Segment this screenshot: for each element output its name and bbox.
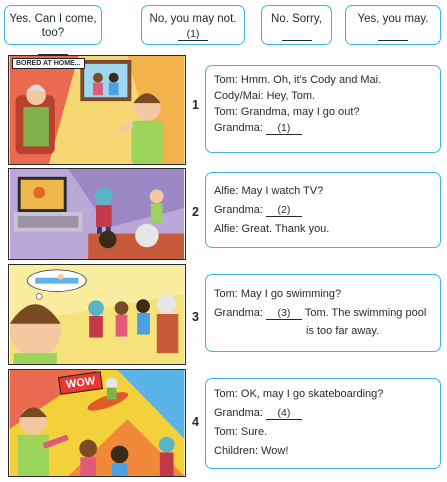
dialogue-line: Tom: Sure. <box>214 426 268 438</box>
option-blank[interactable] <box>282 28 312 41</box>
dialogue-box-4 <box>205 378 441 469</box>
dialogue-line: Tom: Hmm. Oh, it's Cody and Mai. <box>214 74 382 86</box>
speaker-label: Grandma: <box>214 407 266 419</box>
answer-blank[interactable]: (3) <box>266 307 302 320</box>
comic-panel-2 <box>8 168 186 260</box>
panel-number: 2 <box>192 205 199 219</box>
speaker-label: Grandma: <box>214 122 266 134</box>
dialogue-line: Tom: Grandma, may I go out? <box>214 106 360 118</box>
dialogue-line: Alfie: May I watch TV? <box>214 185 324 197</box>
option-box-4 <box>345 5 441 45</box>
dialogue-text: Tom. The swimming pool <box>301 307 427 319</box>
panel-number: 3 <box>192 310 199 324</box>
dialogue-line: Alfie: Great. Thank you. <box>214 223 330 235</box>
answer-blank[interactable]: (1) <box>266 122 302 135</box>
option-blank[interactable] <box>38 42 68 55</box>
dialogue-box-1 <box>205 65 441 153</box>
speaker-label: Grandma: <box>214 307 266 319</box>
option-box-1 <box>4 5 102 45</box>
panel-caption: BORED AT HOME... <box>12 58 85 69</box>
panel-number: 1 <box>192 98 199 112</box>
dialogue-box-3 <box>205 274 441 352</box>
panel-number: 4 <box>192 415 199 429</box>
option-box-3 <box>261 5 332 45</box>
comic-illustration-2 <box>9 169 185 259</box>
answer-blank[interactable]: (2) <box>266 204 302 217</box>
comic-panel-1 <box>8 55 186 165</box>
speaker-label: Grandma: <box>214 204 266 216</box>
answer-blank[interactable]: (4) <box>266 407 302 420</box>
dialogue-line: Cody/Mai: Hey, Tom. <box>214 90 316 102</box>
comic-illustration-3 <box>9 265 185 364</box>
dialogue-line: Tom: OK, may I go skateboarding? <box>214 388 384 400</box>
comic-panel-4 <box>8 369 186 477</box>
dialogue-line <box>214 120 432 136</box>
wow-burst: WOW <box>58 371 103 395</box>
dialogue-line: Tom: May I go swimming? <box>214 288 342 300</box>
comic-panel-3 <box>8 264 186 365</box>
option-text: No. Sorry, <box>271 13 322 25</box>
option-box-2 <box>141 5 245 45</box>
dialogue-line <box>214 201 432 220</box>
comic-illustration-1 <box>9 56 185 164</box>
dialogue-line <box>214 404 432 423</box>
dialogue-line: Children: Wow! <box>214 445 289 457</box>
dialogue-box-2 <box>205 172 441 248</box>
option-text: Yes. Can I come, too? <box>9 13 97 39</box>
option-text: No, you may not. <box>149 13 237 25</box>
dialogue-line: is too far away. <box>306 325 380 337</box>
option-blank[interactable]: (1) <box>178 28 208 41</box>
option-text: Yes, you may. <box>357 13 429 25</box>
option-blank[interactable] <box>378 28 408 41</box>
dialogue-line <box>214 304 432 323</box>
